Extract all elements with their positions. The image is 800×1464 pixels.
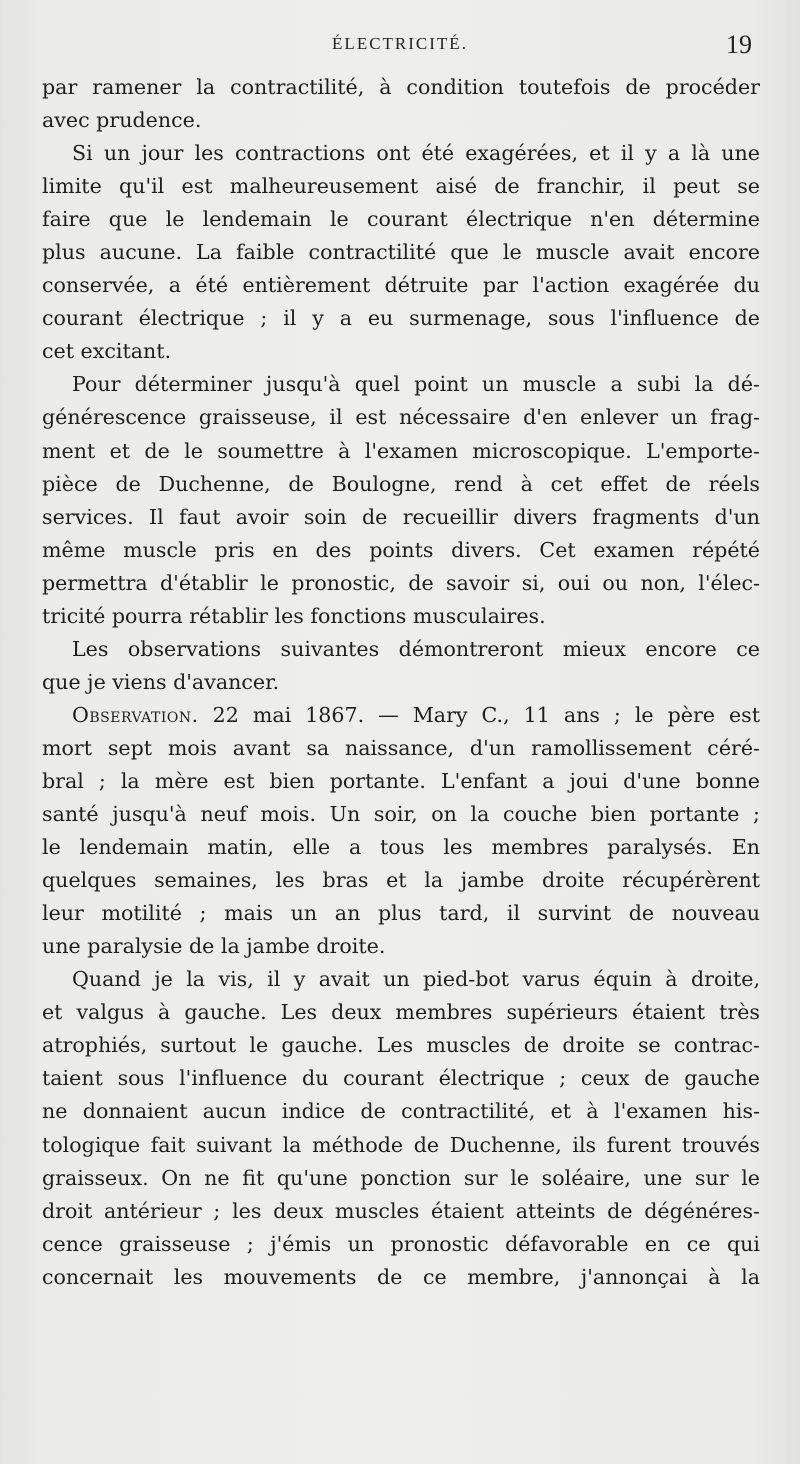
text-line: permettra d'établir le pronostic, de savoir si, oui ou non, l'élec- bbox=[42, 570, 760, 595]
text-line: concernait les mouvements de ce membre, j'annonçai à la bbox=[42, 1264, 760, 1289]
text-line: atrophiés, surtout le gauche. Les muscles de droite se contrac- bbox=[42, 1033, 760, 1058]
text-line: cence graisseuse ; j'émis un pronostic défavorable en ce qui bbox=[42, 1231, 760, 1256]
page-header bbox=[0, 30, 800, 64]
text-line: limite qu'il est malheureusement aisé de franchir, il peut se bbox=[42, 174, 760, 199]
text-line: pièce de Duchenne, de Boulogne, rend à cet effet de réels bbox=[42, 471, 760, 496]
text-line: que je viens d'avancer. bbox=[42, 669, 280, 694]
text-line: services. Il faut avoir soin de recueillir divers fragments d'un bbox=[42, 504, 760, 529]
text-line: une paralysie de la jambe droite. bbox=[42, 934, 386, 959]
text-line: plus aucune. La faible contractilité que le muscle avait encore bbox=[42, 240, 760, 265]
paragraph bbox=[42, 963, 760, 1293]
paragraph bbox=[42, 137, 760, 368]
text-line: ne donnaient aucun indice de contractilité, et à l'examen his- bbox=[42, 1099, 760, 1124]
text-line-rest: 22 mai 1867. — Mary C., 11 ans ; le père est bbox=[198, 702, 760, 727]
text-line: générescence graisseuse, il est nécessaire d'en enlever un frag- bbox=[42, 405, 760, 430]
text-line: taient sous l'influence du courant électrique ; ceux de gauche bbox=[42, 1066, 760, 1091]
text-line: par ramener la contractilité, à condition toutefois de procéder bbox=[42, 75, 760, 99]
text-line: Si un jour les contractions ont été exagérées, et il y a là une bbox=[72, 141, 760, 166]
text-line: conservée, a été entièrement détruite par l'action exagérée du bbox=[42, 273, 760, 298]
body-text bbox=[42, 71, 760, 1294]
text-line: tologique fait suivant la méthode de Duchenne, ils furent trouvés bbox=[42, 1132, 760, 1157]
text-line: bral ; la mère est bien portante. L'enfant a joui d'une bonne bbox=[42, 768, 760, 793]
text-line: Pour déterminer jusqu'à quel point un muscle a subi la dé- bbox=[72, 372, 760, 397]
text-line: Quand je la vis, il y avait un pied-bot varus équin à droite, bbox=[72, 967, 760, 992]
text-line bbox=[42, 699, 760, 732]
text-line: Les observations suivantes démontreront mieux encore ce bbox=[72, 636, 760, 661]
text-line: faire que le lendemain le courant électrique n'en détermine bbox=[42, 207, 760, 232]
text-line: quelques semaines, les bras et la jambe droite récupérèrent bbox=[42, 868, 760, 893]
paragraph bbox=[42, 633, 760, 699]
text-line: tricité pourra rétablir les fonctions musculaires. bbox=[42, 603, 546, 628]
text-line: ment et de le soumettre à l'examen microscopique. L'emporte- bbox=[42, 438, 760, 463]
text-line: graisseux. On ne fit qu'une ponction sur le soléaire, une sur le bbox=[42, 1165, 760, 1190]
text-line: même muscle pris en des points divers. Cet examen répété bbox=[42, 537, 760, 562]
text-line: le lendemain matin, elle a tous les membres paralysés. En bbox=[42, 835, 760, 860]
text-line: courant électrique ; il y a eu surmenage, sous l'influence de bbox=[42, 306, 760, 331]
running-title: ÉLECTRICITÉ. bbox=[332, 34, 468, 53]
paragraph bbox=[42, 71, 760, 137]
text-line: droit antérieur ; les deux muscles étaient atteints de dégénéres- bbox=[42, 1198, 760, 1223]
observation-heading: Observation. bbox=[72, 702, 199, 727]
text-line: leur motilité ; mais un an plus tard, il survint de nouveau bbox=[42, 901, 760, 926]
text-line: et valgus à gauche. Les deux membres supérieurs étaient très bbox=[42, 1000, 760, 1025]
page-number: 19 bbox=[726, 30, 752, 59]
text-line: avec prudence. bbox=[42, 108, 202, 133]
text-line: mort sept mois avant sa naissance, d'un ramollissement céré- bbox=[42, 735, 760, 760]
paragraph bbox=[42, 368, 760, 632]
observation-paragraph bbox=[42, 699, 760, 963]
text-line: santé jusqu'à neuf mois. Un soir, on la couche bien portante ; bbox=[42, 802, 760, 827]
text-line: cet excitant. bbox=[42, 339, 172, 364]
